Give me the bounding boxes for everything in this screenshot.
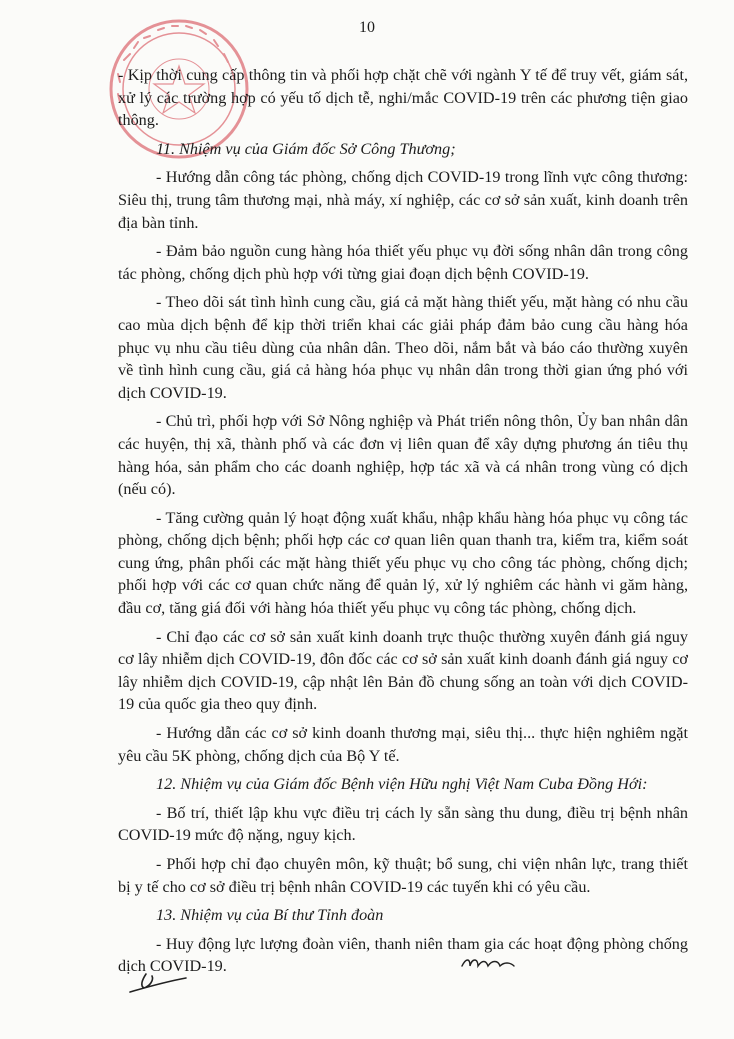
handwritten-initial-right-icon	[458, 950, 518, 974]
section-heading: 13. Nhiệm vụ của Bí thư Tỉnh đoàn	[156, 906, 384, 925]
paragraph: - Huy động lực lượng đoàn viên, thanh niên tham gia các hoạt động phòng chống dịch COVID-19.	[118, 934, 688, 976]
section-heading: 12. Nhiệm vụ của Giám đốc Bệnh viện Hữu nghị Việt Nam Cuba Đồng Hới:	[156, 775, 648, 794]
document-body	[118, 64, 688, 984]
paragraph: - Phối hợp chỉ đạo chuyên môn, kỹ thuật; bổ sung, chi viện nhân lực, trang thiết bị y tế cho cơ sở điều trị bệnh nhân COVID-19 các tuyến khi có yêu cầu.	[118, 855, 688, 896]
section-heading: 11. Nhiệm vụ của Giám đốc Sở Công Thương;	[156, 139, 456, 158]
page-number: 10	[359, 19, 375, 36]
paragraph: - Bố trí, thiết lập khu vực điều trị cách ly sẵn sàng thu dung, điều trị bệnh nhân COVID-19 mức độ nặng, nguy kịch.	[118, 803, 688, 845]
paragraph: - Hướng dẫn các cơ sở kinh doanh thương mại, siêu thị... thực hiện nghiêm ngặt yêu cầu 5K phòng, chống dịch của Bộ Y tế.	[118, 724, 688, 765]
paragraph: - Chỉ đạo các cơ sở sản xuất kinh doanh trực thuộc thường xuyên đánh giá nguy cơ lây nhiễm dịch COVID-19, đôn đốc các cơ sở sản xuất kinh doanh đánh giá nguy cơ lây nhiễm dịch COVID-19, cập nhật lên Bản đồ chung sống an toàn với dịch COVID-19 của quốc gia theo quy định.	[118, 627, 688, 714]
paragraph: - Hướng dẫn công tác phòng, chống dịch COVID-19 trong lĩnh vực công thương: Siêu thị, trung tâm thương mại, nhà máy, xí nghiệp, các cơ sở sản xuất, kinh doanh trên địa bàn tỉnh.	[118, 168, 688, 232]
paragraph: - Đảm bảo nguồn cung hàng hóa thiết yếu phục vụ đời sống nhân dân trong công tác phòng, chống dịch phù hợp với từng giai đoạn dịch bệnh COVID-19.	[118, 242, 688, 283]
paragraph: - Kịp thời cung cấp thông tin và phối hợp chặt chẽ với ngành Y tế để truy vết, giám sát, xử lý các trường hợp có yếu tố dịch tễ, nghi/mắc COVID-19 trên các phương tiện giao thông.	[118, 66, 688, 130]
handwritten-initial-left-icon	[124, 968, 194, 998]
paragraph: - Chủ trì, phối hợp với Sở Nông nghiệp và Phát triển nông thôn, Ủy ban nhân dân các huyện, thị xã, thành phố và các đơn vị liên quan để xây dựng phương án tiêu thụ hàng hóa, sản phẩm cho các doanh nghiệp, hợp tác xã và cá nhân trong vùng có dịch (nếu có).	[118, 412, 688, 499]
paragraph: - Theo dõi sát tình hình cung cầu, giá cả mặt hàng thiết yếu, mặt hàng có nhu cầu cao mùa dịch bệnh để kịp thời triển khai các giải pháp đảm bảo cung cầu hàng hóa phục vụ nhu cầu tiêu dùng của nhân dân. Theo dõi, nắm bắt và báo cáo thường xuyên về tình hình cung cầu, giá cả hàng hóa phục vụ nhân dân trong thời gian ứng phó với dịch COVID-19.	[118, 293, 688, 402]
paragraph: - Tăng cường quản lý hoạt động xuất khẩu, nhập khẩu hàng hóa phục vụ công tác phòng, chống dịch bệnh; phối hợp các cơ quan liên quan thanh tra, kiểm tra, kiểm soát cung ứng, phân phối các mặt hàng thiết yếu phục vụ cho công tác phòng, chống dịch; phối hợp với các cơ quan chức năng để quản lý, xử lý nghiêm các hành vi găm hàng, đầu cơ, tăng giá đối với hàng hóa thiết yếu phục vụ công tác phòng, chống dịch.	[118, 508, 688, 618]
